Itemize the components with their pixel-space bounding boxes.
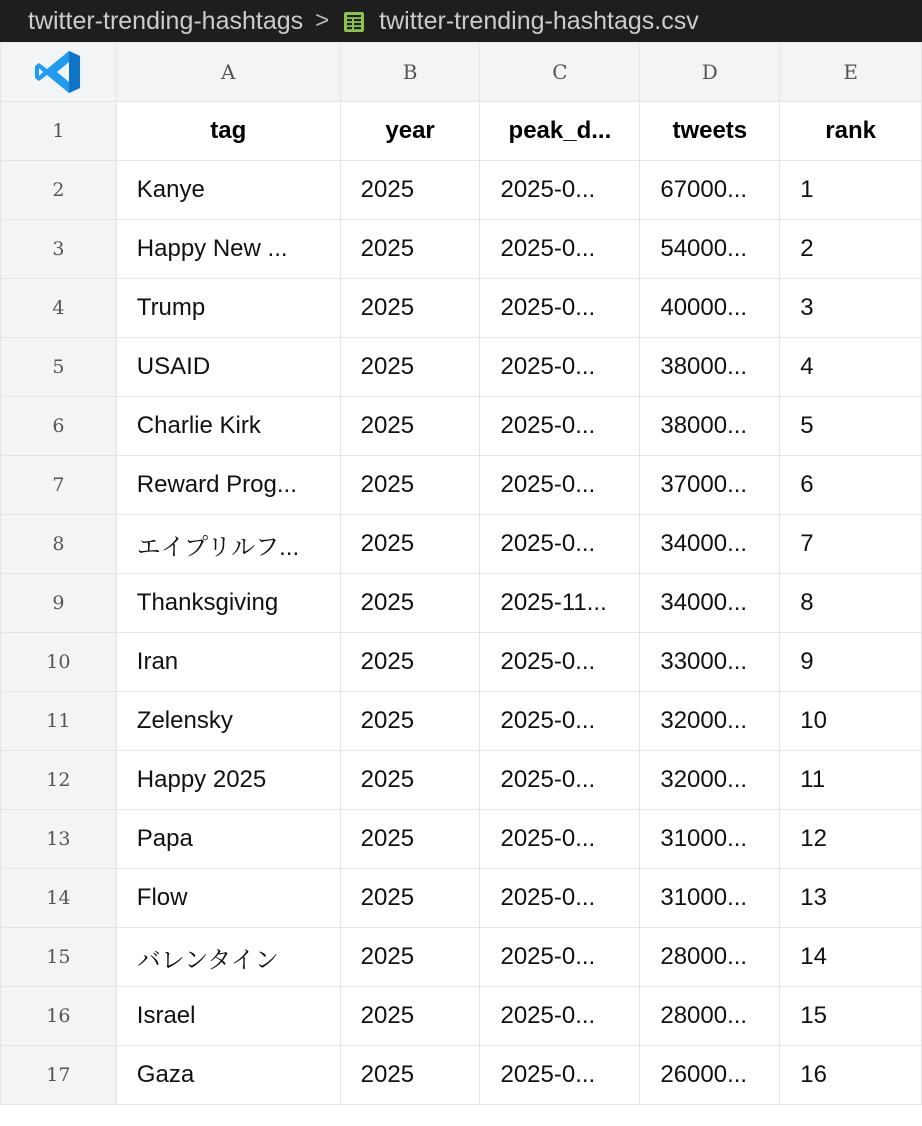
cell-tweets[interactable]: 37000... bbox=[640, 456, 780, 515]
row-number[interactable]: 1 bbox=[1, 102, 117, 161]
header-cell-tweets[interactable]: tweets bbox=[640, 102, 780, 161]
table-row bbox=[1, 633, 922, 692]
row-number[interactable]: 2 bbox=[1, 161, 117, 220]
cell-tweets[interactable]: 38000... bbox=[640, 397, 780, 456]
table-row bbox=[1, 751, 922, 810]
cell-year[interactable]: 2025 bbox=[340, 751, 480, 810]
cell-peak-date[interactable]: 2025-0... bbox=[480, 692, 640, 751]
cell-tag[interactable]: Thanksgiving bbox=[116, 574, 340, 633]
cell-rank[interactable]: 14 bbox=[780, 928, 922, 987]
cell-tag[interactable]: Flow bbox=[116, 869, 340, 928]
cell-tag[interactable]: Kanye bbox=[116, 161, 340, 220]
cell-rank[interactable]: 13 bbox=[780, 869, 922, 928]
table-row bbox=[1, 397, 922, 456]
cell-rank[interactable]: 2 bbox=[780, 220, 922, 279]
row-number[interactable]: 4 bbox=[1, 279, 117, 338]
cell-rank[interactable]: 5 bbox=[780, 397, 922, 456]
cell-tweets[interactable]: 32000... bbox=[640, 751, 780, 810]
cell-rank[interactable]: 10 bbox=[780, 692, 922, 751]
spreadsheet-grid bbox=[0, 42, 922, 1126]
row-number[interactable]: 3 bbox=[1, 220, 117, 279]
row-number[interactable]: 5 bbox=[1, 338, 117, 397]
cell-peak-date[interactable]: 2025-0... bbox=[480, 515, 640, 574]
column-header-d[interactable]: D bbox=[640, 43, 780, 102]
corner-cell bbox=[1, 43, 117, 102]
cell-peak-date[interactable]: 2025-0... bbox=[480, 338, 640, 397]
cell-peak-date[interactable]: 2025-0... bbox=[480, 220, 640, 279]
cell-year[interactable]: 2025 bbox=[340, 869, 480, 928]
cell-rank[interactable]: 11 bbox=[780, 751, 922, 810]
table-row bbox=[1, 456, 922, 515]
cell-rank[interactable]: 16 bbox=[780, 1046, 922, 1105]
cell-tweets[interactable]: 33000... bbox=[640, 633, 780, 692]
chevron-right-icon: > bbox=[315, 7, 330, 34]
cell-peak-date[interactable]: 2025-0... bbox=[480, 161, 640, 220]
cell-tag[interactable]: Charlie Kirk bbox=[116, 397, 340, 456]
table-row bbox=[1, 220, 922, 279]
table-row bbox=[1, 810, 922, 869]
vscode-logo-icon bbox=[1, 48, 116, 96]
cell-peak-date[interactable]: 2025-0... bbox=[480, 810, 640, 869]
cell-peak-date[interactable]: 2025-0... bbox=[480, 869, 640, 928]
cell-year[interactable]: 2025 bbox=[340, 279, 480, 338]
breadcrumb-folder[interactable]: twitter-trending-hashtags bbox=[28, 6, 304, 35]
cell-year[interactable]: 2025 bbox=[340, 987, 480, 1046]
row-number[interactable]: 7 bbox=[1, 456, 117, 515]
table-row bbox=[1, 987, 922, 1046]
table-row bbox=[1, 692, 922, 751]
cell-tweets[interactable]: 34000... bbox=[640, 574, 780, 633]
column-header-a[interactable]: A bbox=[116, 43, 340, 102]
cell-tag[interactable]: Happy New ... bbox=[116, 220, 340, 279]
row-number[interactable]: 11 bbox=[1, 692, 117, 751]
cell-rank[interactable]: 3 bbox=[780, 279, 922, 338]
cell-tweets[interactable]: 38000... bbox=[640, 338, 780, 397]
column-header-e[interactable]: E bbox=[780, 43, 922, 102]
cell-peak-date[interactable]: 2025-0... bbox=[480, 928, 640, 987]
cell-rank[interactable]: 6 bbox=[780, 456, 922, 515]
cell-year[interactable]: 2025 bbox=[340, 692, 480, 751]
cell-tag[interactable]: Trump bbox=[116, 279, 340, 338]
cell-tag[interactable]: Reward Prog... bbox=[116, 456, 340, 515]
cell-tag[interactable]: Gaza bbox=[116, 1046, 340, 1105]
cell-peak-date[interactable]: 2025-0... bbox=[480, 397, 640, 456]
cell-tweets[interactable]: 40000... bbox=[640, 279, 780, 338]
cell-tweets[interactable]: 28000... bbox=[640, 928, 780, 987]
cell-rank[interactable]: 7 bbox=[780, 515, 922, 574]
row-number[interactable]: 8 bbox=[1, 515, 117, 574]
cell-tag[interactable]: Happy 2025 bbox=[116, 751, 340, 810]
column-header-c[interactable]: C bbox=[480, 43, 640, 102]
cell-tag[interactable]: Iran bbox=[116, 633, 340, 692]
table-row bbox=[1, 574, 922, 633]
csv-table-icon bbox=[343, 11, 365, 33]
cell-tag[interactable]: エイプリルフ... bbox=[116, 515, 340, 574]
cell-year[interactable]: 2025 bbox=[340, 574, 480, 633]
header-cell-year[interactable]: year bbox=[340, 102, 480, 161]
cell-tweets[interactable]: 31000... bbox=[640, 810, 780, 869]
row-number[interactable]: 12 bbox=[1, 751, 117, 810]
cell-peak-date[interactable]: 2025-0... bbox=[480, 987, 640, 1046]
table-row bbox=[1, 928, 922, 987]
row-number[interactable]: 13 bbox=[1, 810, 117, 869]
cell-year[interactable]: 2025 bbox=[340, 928, 480, 987]
cell-tweets[interactable]: 32000... bbox=[640, 692, 780, 751]
cell-year[interactable]: 2025 bbox=[340, 161, 480, 220]
header-data-row bbox=[1, 102, 922, 161]
table-row bbox=[1, 279, 922, 338]
table-row bbox=[1, 338, 922, 397]
cell-rank[interactable]: 15 bbox=[780, 987, 922, 1046]
cell-peak-date[interactable]: 2025-0... bbox=[480, 279, 640, 338]
cell-peak-date[interactable]: 2025-0... bbox=[480, 456, 640, 515]
cell-rank[interactable]: 9 bbox=[780, 633, 922, 692]
csv-table bbox=[0, 42, 922, 1105]
cell-rank[interactable]: 1 bbox=[780, 161, 922, 220]
column-header-b[interactable]: B bbox=[340, 43, 480, 102]
cell-tweets[interactable]: 54000... bbox=[640, 220, 780, 279]
breadcrumb bbox=[0, 0, 922, 42]
cell-tag[interactable]: Papa bbox=[116, 810, 340, 869]
cell-year[interactable]: 2025 bbox=[340, 338, 480, 397]
cell-rank[interactable]: 12 bbox=[780, 810, 922, 869]
table-row bbox=[1, 1046, 922, 1105]
cell-peak-date[interactable]: 2025-0... bbox=[480, 633, 640, 692]
row-number[interactable]: 10 bbox=[1, 633, 117, 692]
header-cell-rank[interactable]: rank bbox=[780, 102, 922, 161]
cell-year[interactable]: 2025 bbox=[340, 810, 480, 869]
breadcrumb-file[interactable]: twitter-trending-hashtags.csv bbox=[379, 6, 699, 35]
cell-tag[interactable]: USAID bbox=[116, 338, 340, 397]
table-row bbox=[1, 869, 922, 928]
row-number[interactable]: 6 bbox=[1, 397, 117, 456]
cell-rank[interactable]: 8 bbox=[780, 574, 922, 633]
row-number[interactable]: 9 bbox=[1, 574, 117, 633]
cell-year[interactable]: 2025 bbox=[340, 397, 480, 456]
header-cell-tag[interactable]: tag bbox=[116, 102, 340, 161]
cell-tweets[interactable]: 67000... bbox=[640, 161, 780, 220]
cell-year[interactable]: 2025 bbox=[340, 456, 480, 515]
cell-tweets[interactable]: 31000... bbox=[640, 869, 780, 928]
row-number[interactable]: 17 bbox=[1, 1046, 117, 1105]
cell-year[interactable]: 2025 bbox=[340, 633, 480, 692]
table-row bbox=[1, 161, 922, 220]
table-row bbox=[1, 515, 922, 574]
cell-tag[interactable]: Israel bbox=[116, 987, 340, 1046]
cell-tag[interactable]: Zelensky bbox=[116, 692, 340, 751]
cell-tweets[interactable]: 28000... bbox=[640, 987, 780, 1046]
row-number[interactable]: 16 bbox=[1, 987, 117, 1046]
cell-tweets[interactable]: 26000... bbox=[640, 1046, 780, 1105]
column-letter-row bbox=[1, 43, 922, 102]
cell-tweets[interactable]: 34000... bbox=[640, 515, 780, 574]
cell-peak-date[interactable]: 2025-0... bbox=[480, 751, 640, 810]
cell-rank[interactable]: 4 bbox=[780, 338, 922, 397]
row-number[interactable]: 15 bbox=[1, 928, 117, 987]
cell-year[interactable]: 2025 bbox=[340, 220, 480, 279]
header-cell-peak-date[interactable]: peak_d... bbox=[480, 102, 640, 161]
cell-peak-date[interactable]: 2025-0... bbox=[480, 1046, 640, 1105]
cell-tag[interactable]: バレンタイン bbox=[116, 928, 340, 987]
row-number[interactable]: 14 bbox=[1, 869, 117, 928]
cell-year[interactable]: 2025 bbox=[340, 1046, 480, 1105]
cell-year[interactable]: 2025 bbox=[340, 515, 480, 574]
cell-peak-date[interactable]: 2025-11... bbox=[480, 574, 640, 633]
